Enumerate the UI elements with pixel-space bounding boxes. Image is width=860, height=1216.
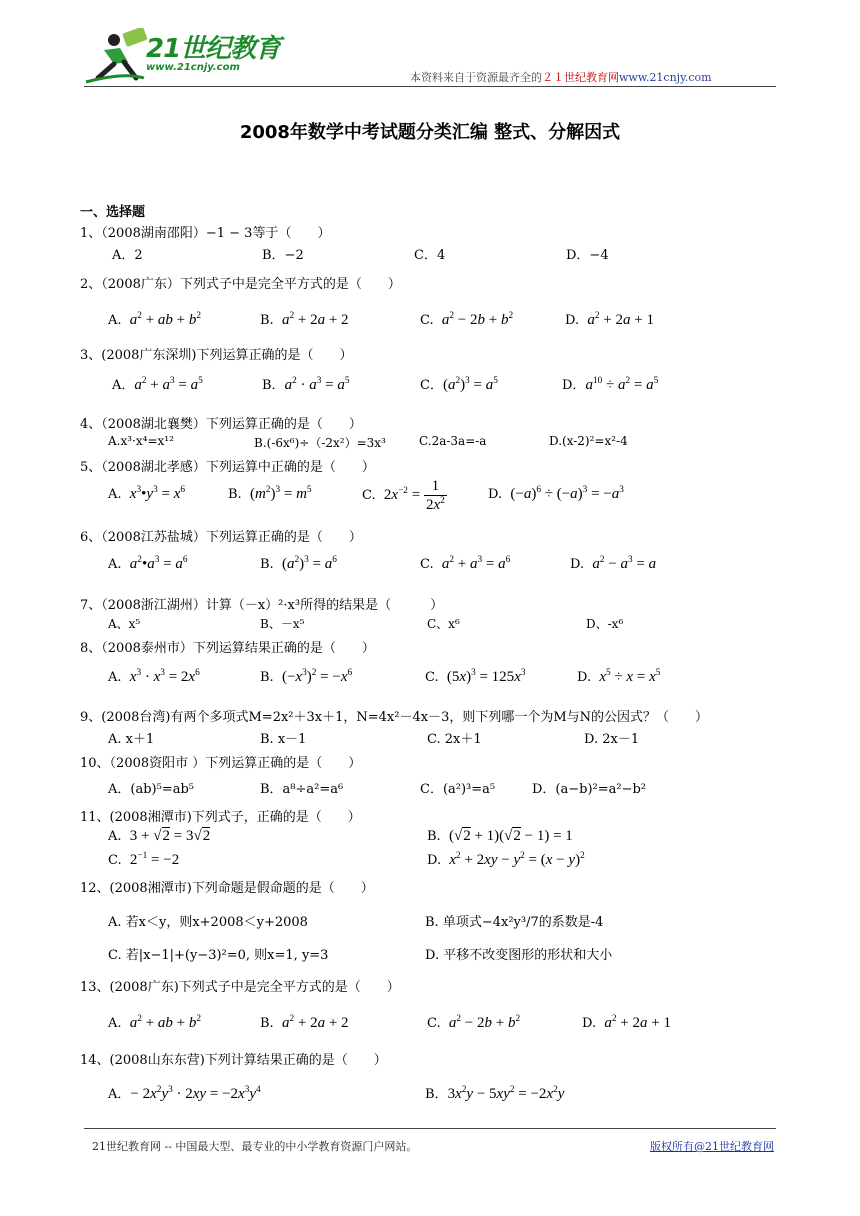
q8-option-d: D. $x^5 \div x = x^5$ (577, 668, 661, 685)
q7-option-d: D、-x⁶ (586, 617, 624, 631)
question-3: 3、(2008广东深圳)下列运算正确的是（ ） (80, 348, 353, 363)
q1-option-b: B．−2 (262, 248, 304, 263)
q3-option-d: D．$a^{10} \div a^2 = a^5$ (562, 376, 659, 393)
q9-option-c: C. 2x＋1 (427, 732, 482, 747)
q5-option-b: B. $(m^2)^3 = m^5$ (228, 485, 312, 502)
q6-option-b: B. $(a^2)^3 = a^6$ (260, 555, 337, 572)
q2-options: A. $a^2$ + ab + $b^2$ (108, 311, 202, 328)
q1-option-c: C．4 (414, 248, 446, 263)
footer-divider (84, 1128, 776, 1129)
q10-option-d: D．(a−b)²=a²−b² (532, 782, 647, 797)
q4-option-a: A.x³·x⁴=x¹² (108, 434, 174, 448)
q2-option-d: D. $a^2 + 2a + 1$ (565, 311, 654, 328)
q14-option-a: A．− $2x^2y^3 \cdot 2xy = -2x^3y^4$ (108, 1085, 261, 1102)
question-10: 10、（2008资阳市 ）下列运算正确的是（ ） (80, 756, 362, 771)
question-13: 13、(2008广东)下列式子中是完全平方式的是（ ） (80, 980, 400, 995)
q5-option-d: D. $(-a)^6 \div (-a)^3 = -a^3$ (488, 485, 624, 502)
q4-option-c: C.2a-3a=-a (419, 434, 487, 448)
q2-option-c: C. $a^2 - 2b + b^2$ (420, 311, 514, 328)
q13-option-a: A. $a^2$ + ab + $b^2$ (108, 1014, 202, 1031)
q12-option-d: D. 平移不改变图形的形状和大小 (425, 948, 613, 963)
q3-option-a: A．$a^2 + a^3 = a^5$ (112, 376, 203, 393)
question-6: 6、（2008江苏盐城）下列运算正确的是（ ） (80, 530, 362, 545)
question-11: 11、(2008湘潭市)下列式子，正确的是（ ） (80, 810, 361, 825)
q9-option-d: D. 2x－1 (584, 732, 640, 747)
question-2: 2、（2008广东）下列式子中是完全平方式的是（ ） (80, 277, 401, 292)
q9-option-b: B. x－1 (260, 732, 307, 747)
q7-option-b: B、－x⁵ (260, 617, 305, 631)
question-14: 14、(2008山东东营)下列计算结果正确的是（ ） (80, 1053, 387, 1068)
logo-url: www.21cnjy.com (146, 62, 240, 73)
q3-option-b: B．$a^2 \cdot a^3 = a^5$ (262, 376, 350, 393)
question-9: 9、(2008台湾)有两个多项式M=2x²＋3x＋1，N=4x²－4x－3，则下列哪一个为M与N的公因式？（ ） (80, 710, 709, 725)
question-7: 7、（2008浙江湖州）计算（－x）²·x³所得的结果是（ ） (80, 598, 444, 613)
q12-option-a: A. 若x＜y，则x+2008＜y+2008 (108, 915, 308, 930)
footer-text: 21世纪教育网 -- 中国最大型、最专业的中小学教育资源门户网站。 (92, 1140, 418, 1153)
q1-option-a: A．2 (112, 248, 143, 263)
q11-option-d: D. $x^2 + 2xy - y^2 = (x - y)^2$ (427, 851, 585, 868)
question-1: 1、（2008湖南邵阳）−1 − 3等于（ ） (80, 226, 331, 241)
q13-option-d: D. $a^2 + 2a + 1$ (582, 1014, 671, 1031)
q13-option-b: B. $a^2 + 2a + 2$ (260, 1014, 349, 1031)
q6-option-c: C. $a^2 + a^3 = a^6$ (420, 555, 511, 572)
footer-copyright-link[interactable]: 版权所有@21世纪教育网 (650, 1140, 774, 1153)
q4-option-b: B.(-6x⁶)÷（-2x²）=3x³ (254, 436, 386, 450)
q7-option-a: A、x⁵ (108, 617, 141, 631)
question-8: 8、（2008泰州市）下列运算结果正确的是（ ） (80, 641, 375, 656)
q6-option-d: D. $a^2 - a^3 = a$ (570, 555, 657, 572)
logo-text: 21世纪教育 (146, 34, 281, 64)
q1-option-d: D．−4 (566, 248, 609, 263)
question-12: 12、(2008湘潭市)下列命题是假命题的是（ ） (80, 881, 374, 896)
q10-option-b: B．a⁸÷a²=a⁶ (260, 782, 344, 797)
header-note: 本资料来自于资源最齐全的２１世纪教育网www.21cnjy.com (410, 71, 712, 84)
q7-option-c: C、x⁶ (427, 617, 460, 631)
q11-option-b: B. (√2 + 1)(√2 − 1) = 1 (427, 828, 573, 844)
q13-option-c: C. $a^2 - 2b + b^2$ (427, 1014, 521, 1031)
question-4: 4、（2008湖北襄樊）下列运算正确的是（ ） (80, 417, 362, 432)
q5-option-c: C. $2x^{-2}$ = $\frac{1}{2x^2}$ (362, 478, 445, 513)
q8-option-b: B. $(-x^3)^2 = -x^6$ (260, 668, 353, 685)
q12-option-c: C. 若|x−1|+(y−3)²=0, 则x=1, y=3 (108, 948, 329, 963)
q10-option-a: A．(ab)⁵=ab⁵ (108, 782, 194, 797)
section-heading: 一、选择题 (80, 205, 146, 220)
question-5: 5、（2008湖北孝感）下列运算中正确的是（ ） (80, 460, 375, 475)
q11-option-a: A. 3 + √2 = 3√2 (108, 828, 211, 844)
q11-option-c: C. $2^{-1} = -2$ (108, 851, 180, 868)
page-title: 2008年数学中考试题分类汇编 整式、分解因式 (239, 122, 621, 143)
q12-option-b: B. 单项式−4x²y³/7的系数是-4 (425, 915, 604, 930)
q2-option-b: B. $a^2 + 2a + 2$ (260, 311, 349, 328)
q8-option-c: C. $(5x)^3 = 125x^3$ (425, 668, 526, 685)
q6-option-a: A. $a^2•a^3 = a^6$ (108, 555, 188, 572)
q4-option-d: D.(x-2)²=x²-4 (549, 434, 628, 448)
q3-option-c: C．$(a^2)^3 = a^5$ (420, 376, 498, 393)
q14-option-b: B．$3x^2y - 5xy^2 = -2x^2y$ (425, 1085, 565, 1102)
q8-option-a: A. $x^3 \cdot x^3 = 2x^6$ (108, 668, 200, 685)
header-divider (84, 86, 776, 87)
q9-option-a: A. x＋1 (108, 732, 155, 747)
q5-option-a: A. $x^3•y^3 = x^6$ (108, 485, 186, 502)
q10-option-c: C．(a²)³=a⁵ (420, 782, 496, 797)
